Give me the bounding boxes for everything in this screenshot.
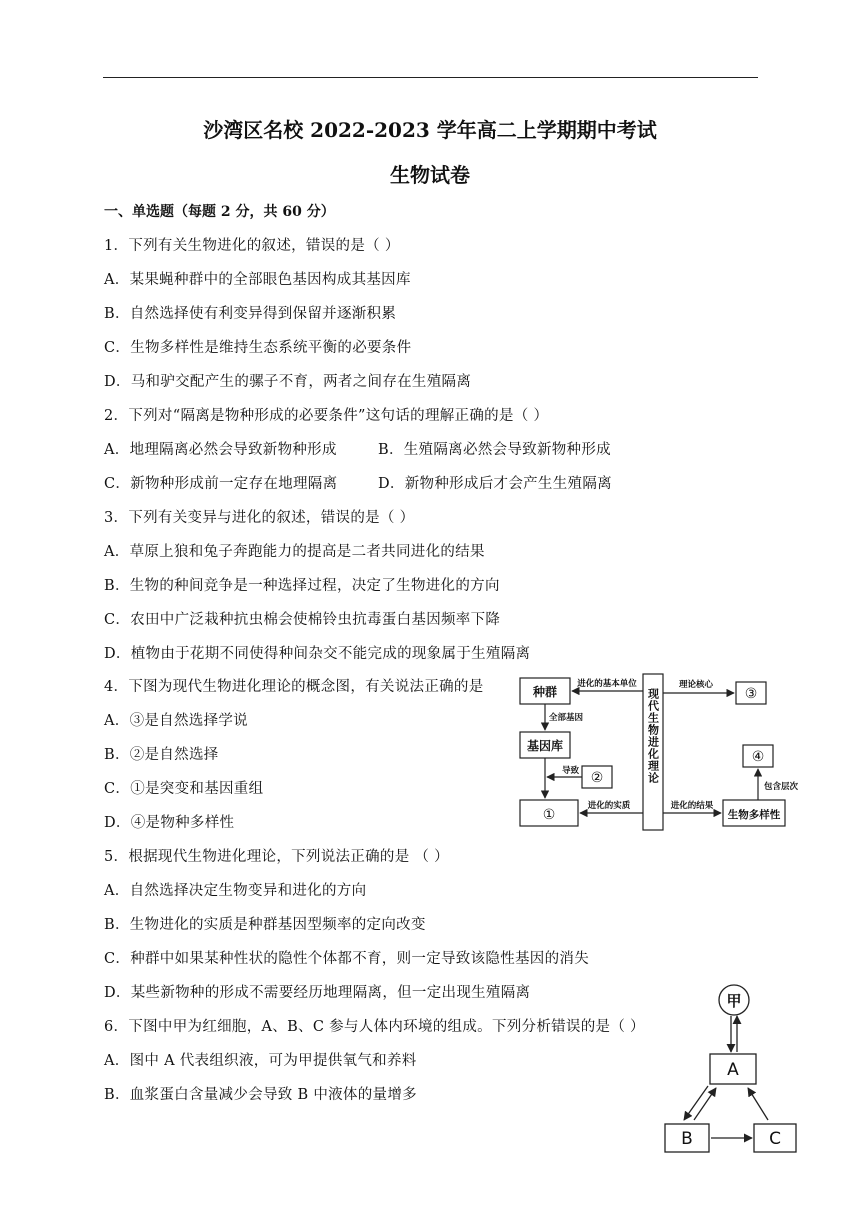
label-theory-core: 理论核心 [678,680,714,690]
option: B．生物进化的实质是种群基因型频率的定向改变 [104,917,426,933]
option: A．草原上狼和兔子奔跑能力的提高是二者共同进化的结果 [104,544,485,560]
option: B．生殖隔离必然会导致新物种形成 [378,442,611,458]
question-stem: 3．下列有关变异与进化的叙述，错误的是（ ） [104,510,415,526]
label-basic-unit: 进化的基本单位 [577,679,637,689]
body-fluid-diagram [660,982,802,1154]
option: D．某些新物种的形成不需要经历地理隔离，但一定出现生殖隔离 [104,985,531,1001]
label-box-3: ③ [744,686,758,702]
label-jia: 甲 [726,992,742,1010]
question-stem: 6．下图中甲为红细胞，A、B、C 参与人体内环境的组成。下列分析错误的是（ ） [104,1019,645,1035]
label-b: B [681,1129,693,1149]
question-stem: 1．下列有关生物进化的叙述，错误的是（ ） [104,238,400,254]
option: B．生物的种间竞争是一种选择过程，决定了生物进化的方向 [104,578,500,594]
option: B．自然选择使有利变异得到保留并逐渐积累 [104,306,397,322]
label-box-2: ② [590,770,604,786]
label-result: 进化的结果 [670,801,714,811]
option: A．图中 A 代表组织液，可为甲提供氧气和养料 [104,1053,417,1069]
option: C．种群中如果某种性状的隐性个体都不育，则一定导致该隐性基因的消失 [104,951,589,967]
option: C．农田中广泛栽种抗虫棉会使棉铃虫抗毒蛋白基因频率下降 [104,612,501,628]
page-title: 沙湾区名校 2022-2023 学年高二上学期期中考试 [203,118,657,142]
section-heading: 一、单选题（每题 2 分，共 60 分） [104,204,335,220]
label-essence: 进化的实质 [587,801,631,811]
page-subtitle: 生物试卷 [390,163,470,187]
label-a: A [727,1060,739,1080]
option: D．④是物种多样性 [104,815,235,831]
label-biodiversity: 生物多样性 [727,809,781,821]
option: D．马和驴交配产生的骡子不育，两者之间存在生殖隔离 [104,374,472,390]
label-all-genes: 全部基因 [549,713,584,723]
option: C．生物多样性是维持生态系统平衡的必要条件 [104,340,412,356]
option: A．某果蝇种群中的全部眼色基因构成其基因库 [104,272,411,288]
question-stem: 2．下列对“隔离是物种形成的必要条件”这句话的理解正确的是（ ） [104,408,549,424]
option: B．血浆蛋白含量减少会导致 B 中液体的量增多 [104,1087,417,1103]
question-stem: 5．根据现代生物进化理论，下列说法正确的是 （ ） [104,849,449,865]
label-gene-pool: 基因库 [526,739,564,753]
label-c: C [769,1129,781,1149]
label-box-1: ① [542,807,556,823]
option: D．新物种形成后才会产生生殖隔离 [378,476,612,492]
question-stem: 4．下图为现代生物进化理论的概念图，有关说法正确的是 [104,679,484,695]
label-center-column: 现代生物进化理论 [646,688,660,784]
label-population: 种群 [532,685,558,699]
label-includes-levels: 包含层次 [764,782,799,792]
evolution-concept-diagram [515,672,805,834]
label-lead-to: 导致 [562,766,580,776]
header-rule [103,77,758,78]
option: A．地理隔离必然会导致新物种形成 [104,442,337,458]
option: C．新物种形成前一定存在地理隔离 [104,476,338,492]
option: C．①是突变和基因重组 [104,781,264,797]
option: A．③是自然选择学说 [104,713,248,729]
option: A．自然选择决定生物变异和进化的方向 [104,883,367,899]
option: D．植物由于花期不同使得种间杂交不能完成的现象属于生殖隔离 [104,646,531,662]
option: B．②是自然选择 [104,747,219,763]
label-box-4: ④ [751,749,765,765]
